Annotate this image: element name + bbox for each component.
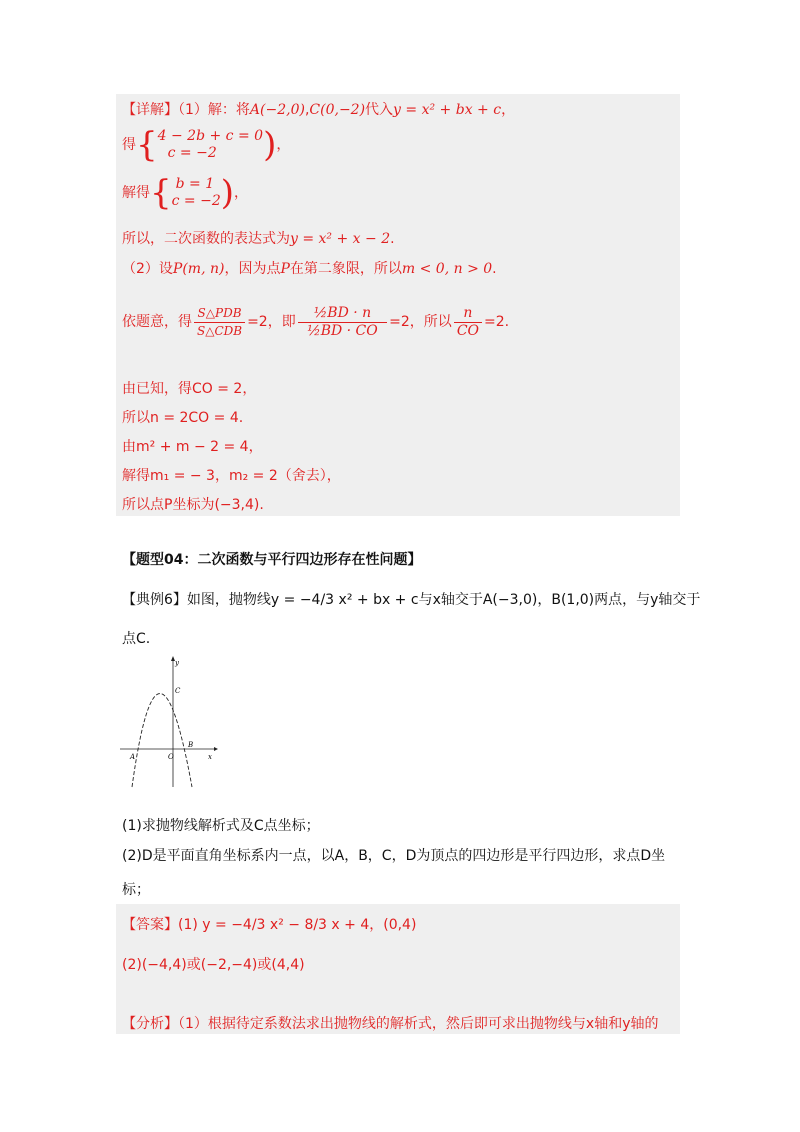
system-label: 得 <box>122 137 136 153</box>
solution-line-3 <box>122 173 249 213</box>
point-a-label: A <box>130 753 136 761</box>
text: =2. <box>484 314 510 330</box>
fraction-denominator: ½BD · CO <box>307 322 378 339</box>
fraction-numerator: ½BD · n <box>298 305 387 323</box>
solution-line-2 <box>122 125 291 165</box>
fraction-numerator: n <box>454 305 482 323</box>
right-brace: ) <box>263 125 277 165</box>
solution-line-8: 所以n = 2CO = 4. <box>122 410 244 426</box>
substitute-text: 代入 <box>365 102 394 118</box>
point-p: P(m, n) <box>172 261 225 277</box>
text: ，因为点 <box>224 261 281 277</box>
origin-label: O <box>168 753 174 761</box>
separator: , <box>304 102 310 118</box>
punct: ， <box>501 102 516 118</box>
punct: . <box>390 231 395 247</box>
point-c: C(0,−2) <box>309 102 366 118</box>
solution-line-6 <box>122 292 509 352</box>
solution-line-11: 所以点P坐标为(−3,4). <box>122 497 264 513</box>
length-ratio-fraction <box>298 305 387 340</box>
area-ratio-fraction <box>194 305 245 340</box>
left-brace: { <box>136 125 158 165</box>
solution-line-5 <box>122 259 497 279</box>
analysis-line-1: 【分析】（1）根据待定系数法求出抛物线的解析式，然后即可求出抛物线与x轴和y轴的 <box>122 1016 659 1032</box>
solution-row-2: c = −2 <box>171 193 221 209</box>
parabola-curve <box>132 694 192 788</box>
question-1: (1)求抛物线解析式及C点坐标； <box>122 818 320 834</box>
point-p-label: P <box>280 261 290 277</box>
system-row-1: 4 − 2b + c = 0 <box>157 128 264 144</box>
text: =2，所以 <box>389 314 452 330</box>
left-brace: { <box>150 173 172 213</box>
example-line-1: 【典例6】如图，抛物线y = −4/3 x² + bx + c与x轴交于A(−3,0)，B(1,0)两点，与y轴交于 <box>122 592 701 608</box>
section-heading: 【题型04：二次函数与平行四边形存在性问题】 <box>122 552 422 568</box>
equation-general: y = x² + bx + c <box>393 102 502 118</box>
solution-line-10: 解得m₁ = − 3，m₂ = 2（舍去）， <box>122 468 341 484</box>
punct: . <box>492 261 497 277</box>
solution-system <box>172 176 221 210</box>
detail-tag: 【详解】 <box>122 102 178 118</box>
fraction-denominator: S△CDB <box>197 323 243 338</box>
punct: ， <box>276 137 291 153</box>
point-a: A(−2,0) <box>249 102 305 118</box>
parabola-graph <box>118 655 218 790</box>
example-line-2: 点C. <box>122 631 151 647</box>
question-2-line-1: (2)D是平面直角坐标系内一点，以A，B，C，D为顶点的四边形是平行四边形，求点D坐 <box>122 848 666 864</box>
answer-line-1 <box>122 915 416 935</box>
y-axis-label: y <box>175 659 179 667</box>
question-2-line-2: 标； <box>122 882 150 898</box>
point-c-label: C <box>175 687 181 695</box>
answer-part-1: (1) y = −4/3 x² − 8/3 x + 4，(0,4) <box>178 917 417 933</box>
solution-row-1: b = 1 <box>175 176 215 192</box>
answer-tag: 【答案】 <box>122 917 178 933</box>
x-axis-label: x <box>208 753 212 761</box>
system-row-2: c = −2 <box>167 145 217 161</box>
part-1-label: （1）解：将 <box>178 102 250 118</box>
solution-line-1 <box>122 100 515 120</box>
equation-system <box>158 128 263 162</box>
punct: ， <box>234 185 249 201</box>
x-axis-arrow <box>214 747 218 751</box>
point-b-label: B <box>188 741 194 749</box>
text: =2，即 <box>247 314 296 330</box>
solution-line-7: 由已知，得CO = 2， <box>122 381 257 397</box>
function-expression: y = x² + x − 2 <box>290 231 391 247</box>
solution-line-9: 由m² + m − 2 = 4， <box>122 439 263 455</box>
solution-line-4 <box>122 229 395 249</box>
fraction-numerator: S△PDB <box>194 305 245 323</box>
n-co-fraction <box>454 305 482 340</box>
answer-line-2: (2)(−4,4)或(−2,−4)或(4,4) <box>122 957 305 973</box>
text: 依题意，得 <box>122 314 192 330</box>
condition: m < 0, n > 0 <box>401 261 493 277</box>
right-brace: ) <box>220 173 235 213</box>
solve-label: 解得 <box>122 185 150 201</box>
fraction-denominator: CO <box>456 322 480 339</box>
part-2-label: （2）设 <box>122 261 173 277</box>
text: 在第二象限，所以 <box>289 261 402 277</box>
conclusion-text: 所以，二次函数的表达式为 <box>122 231 290 247</box>
